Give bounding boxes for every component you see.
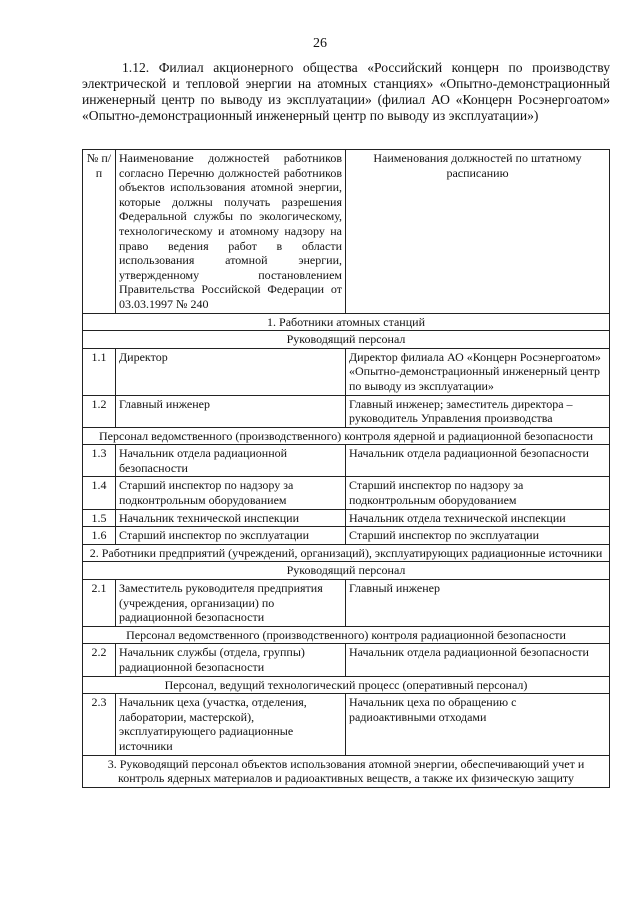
table-row — [83, 477, 610, 509]
row-staff-position: Директор филиала АО «Концерн Росэнергоатом» «Опытно-демонстрационный инженерный центр по выводу из эксплуатации» — [346, 348, 610, 395]
row-position: Заместитель руководителя предприятия (учреждения, организации) по радиационной безопасности — [116, 580, 346, 627]
table-row — [83, 644, 610, 676]
row-position: Директор — [116, 348, 346, 395]
positions-table — [82, 149, 610, 788]
table-header-row — [83, 150, 610, 314]
row-staff-position: Начальник цеха по обращению с радиоактивными отходами — [346, 694, 610, 755]
row-staff-position: Главный инженер; заместитель директора – руководитель Управления производства — [346, 395, 610, 427]
table-row — [83, 509, 610, 527]
table-row — [83, 694, 610, 755]
row-staff-position: Главный инженер — [346, 580, 610, 627]
subsection-row — [83, 562, 610, 580]
row-position: Начальник отдела радиационной безопасности — [116, 445, 346, 477]
row-number: 1.1 — [83, 348, 116, 395]
table-row — [83, 395, 610, 427]
row-position: Начальник технической инспекции — [116, 509, 346, 527]
row-position: Начальник службы (отдела, группы) радиационной безопасности — [116, 644, 346, 676]
row-number: 1.3 — [83, 445, 116, 477]
row-staff-position: Старший инспектор по надзору за подконтрольным оборудованием — [346, 477, 610, 509]
subsection-title: Персонал ведомственного (производственного) контроля радиационной безопасности — [83, 626, 610, 644]
subsection-row — [83, 676, 610, 694]
subsection-row — [83, 331, 610, 349]
subsection-title: Персонал, ведущий технологический процесс (оперативный персонал) — [83, 676, 610, 694]
row-staff-position: Старший инспектор по эксплуатации — [346, 527, 610, 545]
row-staff-position: Начальник отдела радиационной безопасности — [346, 445, 610, 477]
header-number: № п/п — [83, 150, 116, 314]
table-row — [83, 348, 610, 395]
row-staff-position: Начальник отдела технической инспекции — [346, 509, 610, 527]
page-number: 26 — [313, 36, 327, 51]
row-staff-position: Начальник отдела радиационной безопасности — [346, 644, 610, 676]
row-position: Старший инспектор по надзору за подконтрольным оборудованием — [116, 477, 346, 509]
row-number: 1.2 — [83, 395, 116, 427]
subsection-row — [83, 626, 610, 644]
row-position: Начальник цеха (участка, отделения, лаборатории, мастерской), эксплуатирующего радиационные источники — [116, 694, 346, 755]
row-number: 2.3 — [83, 694, 116, 755]
section-row — [83, 755, 610, 787]
row-number: 2.1 — [83, 580, 116, 627]
table-row — [83, 580, 610, 627]
header-staff-positions: Наименования должностей по штатному расписанию — [346, 150, 610, 314]
row-number: 1.4 — [83, 477, 116, 509]
heading-text: 1.12. Филиал акционерного общества «Российский концерн по производству электрической и тепловой энергии на атомных станциях» «Опытно-демонстрационный инженерный центр по выводу из эксплуатации» (филиал АО «Концерн Росэнергоатом» «Опытно-демонстрационный инженерный центр по выводу из эксплуатации») — [82, 60, 610, 123]
row-number: 1.6 — [83, 527, 116, 545]
row-number: 2.2 — [83, 644, 116, 676]
subsection-title: Руководящий персонал — [83, 331, 610, 349]
row-position: Старший инспектор по эксплуатации — [116, 527, 346, 545]
subsection-row — [83, 427, 610, 445]
section-title: 1. Работники атомных станций — [83, 313, 610, 331]
document-heading — [82, 60, 610, 124]
header-position-list: Наименование должностей работников согласно Перечню должностей работников объектов использования атомной энергии, которые должны получать разрешения Федеральной службы по экологическому, технологическому и атомному надзору на право ведения работ в области использования атомной энергии, утвержденному постановлением Правительства Российской Федерации от 03.03.1997 № 240 — [116, 150, 346, 314]
section-title: 3. Руководящий персонал объектов использования атомной энергии, обеспечивающий учет и контроль ядерных материалов и радиоактивных веществ, а также их физическую защиту — [83, 755, 610, 787]
subsection-title: Руководящий персонал — [83, 562, 610, 580]
section-title: 2. Работники предприятий (учреждений, организаций), эксплуатирующих радиационные источники — [83, 544, 610, 562]
row-number: 1.5 — [83, 509, 116, 527]
table-row — [83, 445, 610, 477]
section-row — [83, 313, 610, 331]
subsection-title: Персонал ведомственного (производственного) контроля ядерной и радиационной безопасности — [83, 427, 610, 445]
row-position: Главный инженер — [116, 395, 346, 427]
table-row — [83, 527, 610, 545]
section-row — [83, 544, 610, 562]
